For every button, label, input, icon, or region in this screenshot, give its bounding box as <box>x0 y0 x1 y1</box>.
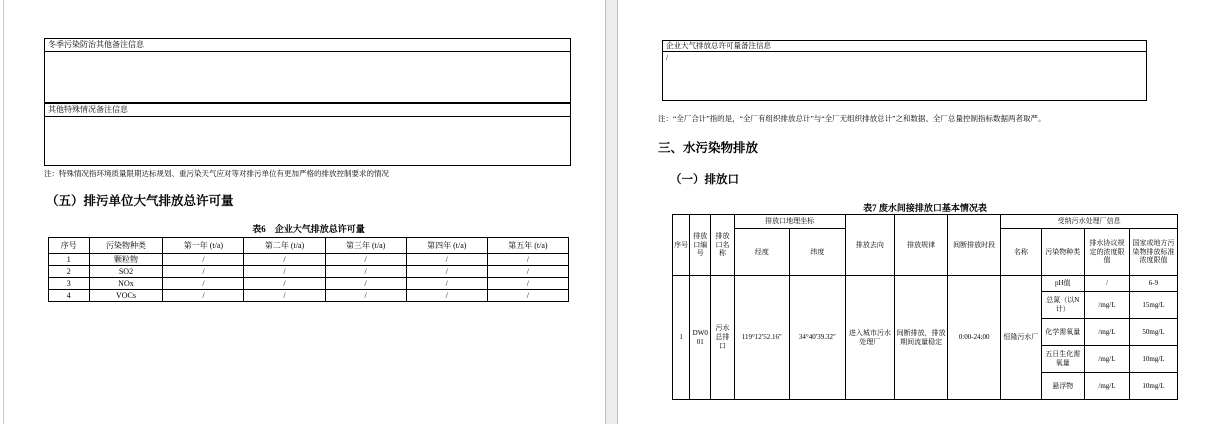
air-total-permit-remark-box <box>662 40 1147 101</box>
table7-cell-latitude: 34°40′39.32″ <box>790 276 846 400</box>
page-gap-divider <box>605 0 618 424</box>
plant-total-note: 注：“全厂合计”指的是，“全厂有组织排放总计”与“全厂无组织排放总计”之和数据、全厂总量控制指标数据两者取严。 <box>658 114 1046 123</box>
table7-cell-standard: 15mg/L <box>1129 292 1177 319</box>
table7-header-outfall-no: 排放口编号 <box>690 215 711 276</box>
table6-header-cell: 第一年 (t/a) <box>163 238 244 254</box>
other-special-remark-box <box>44 103 571 166</box>
table6-header-cell: 第三年 (t/a) <box>325 238 406 254</box>
table6-cell: / <box>244 290 325 302</box>
document-page-right[interactable] <box>620 0 1222 424</box>
table7-cell-standard: 10mg/L <box>1129 373 1177 400</box>
winter-pollution-remark-label: 冬季污染防治其他备注信息 <box>45 39 570 52</box>
table6-cell: / <box>325 266 406 278</box>
table6-cell: / <box>325 278 406 290</box>
table6-cell: / <box>325 254 406 266</box>
table7-header-intermittent-period: 间断排放时段 <box>948 215 1001 276</box>
other-special-remark-label: 其他特殊情况备注信息 <box>45 104 570 117</box>
table6-cell: / <box>487 266 568 278</box>
table7-cell-plant-name: 恒隆污水厂 <box>1001 276 1041 400</box>
table7-cell-seq: 1 <box>673 276 690 400</box>
table6-header-row <box>49 238 569 254</box>
document-page-left[interactable] <box>4 0 605 424</box>
table6-cell: / <box>487 290 568 302</box>
table7-cell-standard: 6-9 <box>1129 276 1177 292</box>
table7-cell-standard: 50mg/L <box>1129 319 1177 346</box>
table7-cell-intermittent-period: 0:00-24:00 <box>948 276 1001 400</box>
table6-cell: / <box>325 290 406 302</box>
table6-header-cell: 污染物种类 <box>89 238 163 254</box>
table7-cell-longitude: 119°12′52.16″ <box>734 276 790 400</box>
table6-row <box>49 254 569 266</box>
table6-cell: / <box>406 254 487 266</box>
winter-pollution-remark-content <box>45 52 570 54</box>
table7-header-coords-group: 排放口地理坐标 <box>734 215 845 229</box>
section-heading-air-total-permit: （五）排污单位大气排放总许可量 <box>46 194 234 208</box>
table6-cell: / <box>163 290 244 302</box>
sub-heading-outfall: （一）排放口 <box>670 174 739 186</box>
table6-cell: / <box>487 278 568 290</box>
table6-cell: 4 <box>49 290 90 302</box>
table7-header-row-1 <box>673 215 1178 229</box>
table6-cell: SO2 <box>89 266 163 278</box>
table7-header-seq: 序号 <box>673 215 690 276</box>
table7-cell-agreement: / <box>1085 276 1130 292</box>
table7-cell-discharge-rule: 间断排放，排放期间流量稳定 <box>895 276 948 400</box>
table7-header-longitude: 经度 <box>734 229 790 276</box>
other-special-remark-content <box>45 117 570 119</box>
table7-cell-pollutant-name: 总氮（以N计） <box>1041 292 1084 319</box>
table6-air-total-permit <box>48 237 569 302</box>
table6-cell: / <box>163 278 244 290</box>
table6-cell: / <box>406 266 487 278</box>
table6-row <box>49 266 569 278</box>
winter-pollution-remark-box <box>44 38 571 103</box>
table6-cell: 颗粒物 <box>89 254 163 266</box>
table6-header-cell: 第二年 (t/a) <box>244 238 325 254</box>
table7-header-outfall-name: 排放口名称 <box>711 215 734 276</box>
table7-cell-pollutant-name: 化学需氧量 <box>1041 319 1084 346</box>
table7-header-latitude: 纬度 <box>790 229 846 276</box>
special-situation-note: 注：特殊情况指环境质量限期达标规划、重污染天气应对等对排污单位有更加严格的排放控制要求的情况 <box>44 169 389 178</box>
table7-cell-agreement: /mg/L <box>1085 346 1130 373</box>
table7-cell-pollutant-name: 五日生化需氧量 <box>1041 346 1084 373</box>
section-heading-water-pollutants: 三、水污染物排放 <box>658 141 759 155</box>
table7-cell-agreement: /mg/L <box>1085 373 1130 400</box>
table6-row <box>49 278 569 290</box>
table7-header-destination: 排放去向 <box>845 215 894 276</box>
table7-cell-outfall-name: 污水总排口 <box>711 276 734 400</box>
table6-cell: 3 <box>49 278 90 290</box>
table6-cell: NOx <box>89 278 163 290</box>
table6-header-cell: 序号 <box>49 238 90 254</box>
table7-header-standard-limit: 国家或地方污染物排放标准浓度限值 <box>1129 229 1177 276</box>
air-total-permit-remark-content: / <box>666 53 669 62</box>
table7-wastewater-outfall <box>672 214 1178 400</box>
air-total-permit-remark-label: 企业大气排放总许可量备注信息 <box>663 41 1146 52</box>
table6-cell: 1 <box>49 254 90 266</box>
table6-row <box>49 290 569 302</box>
table6-cell: / <box>244 266 325 278</box>
table7-header-pollutant-type: 污染物种类 <box>1041 229 1084 276</box>
table7-title: 表7 废水间接排放口基本情况表 <box>863 203 987 213</box>
table6-cell: / <box>244 254 325 266</box>
table7-cell-agreement: /mg/L <box>1085 319 1130 346</box>
table6-cell: / <box>487 254 568 266</box>
table7-header-discharge-rule: 排放规律 <box>895 215 948 276</box>
table7-cell-outfall-no: DW001 <box>690 276 711 400</box>
table6-header-cell: 第五年 (t/a) <box>487 238 568 254</box>
table7-data-row <box>673 276 1178 292</box>
table7-header-plant-group: 受纳污水处理厂信息 <box>1001 215 1178 229</box>
table6-cell: / <box>406 290 487 302</box>
table7-header-plant-name: 名称 <box>1001 229 1041 276</box>
table6-title: 表6 企业大气排放总许可量 <box>252 224 365 234</box>
table6-cell: / <box>244 278 325 290</box>
table7-cell-destination: 进入城市污水处理厂 <box>845 276 894 400</box>
table6-cell: VOCs <box>89 290 163 302</box>
table6-cell: / <box>163 254 244 266</box>
table7-cell-pollutant-name: pH值 <box>1041 276 1084 292</box>
table7-header-agreement-limit: 排水协议规定的浓度限值 <box>1085 229 1130 276</box>
table6-cell: / <box>163 266 244 278</box>
table7-cell-standard: 10mg/L <box>1129 346 1177 373</box>
table7-cell-pollutant-name: 悬浮物 <box>1041 373 1084 400</box>
table6-header-cell: 第四年 (t/a) <box>406 238 487 254</box>
table6-cell: / <box>406 278 487 290</box>
table7-cell-agreement: /mg/L <box>1085 292 1130 319</box>
table6-cell: 2 <box>49 266 90 278</box>
